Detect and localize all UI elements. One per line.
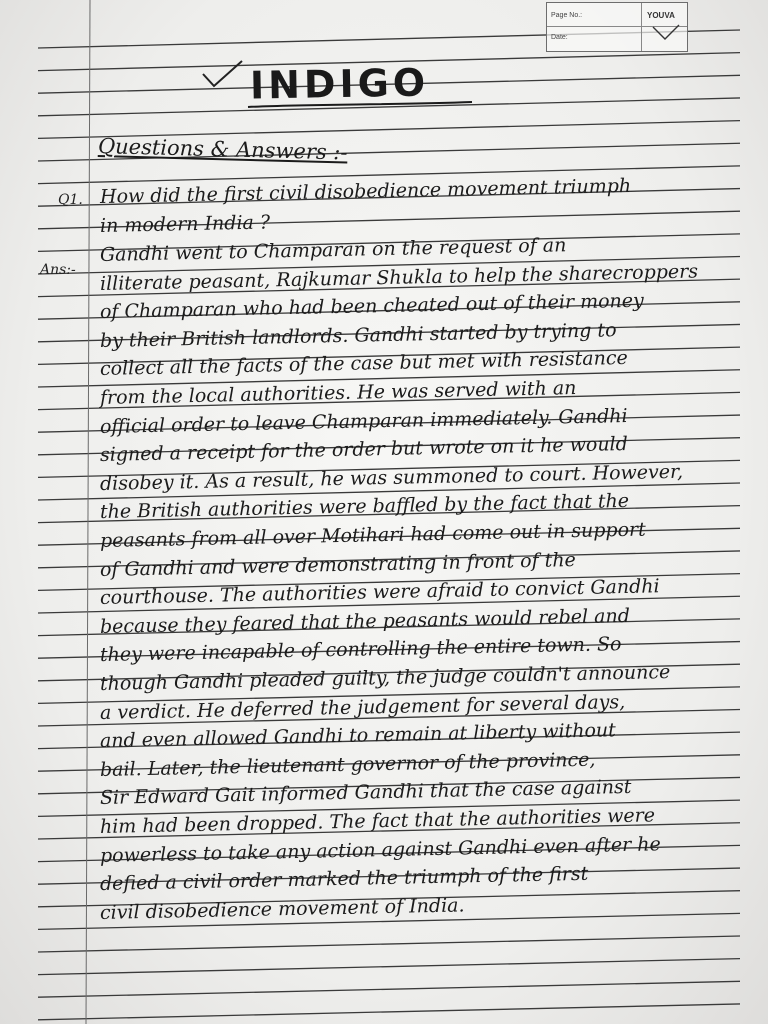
answer-line: collect all the facts of the case but met with resistance <box>99 347 628 381</box>
answer-line: Gandhi went to Champaran on the request of an <box>99 234 567 266</box>
page-no-label: Page No.: <box>551 12 583 19</box>
ruled-line <box>38 959 740 975</box>
answer-line: him had been dropped. The fact that the authorities were <box>99 804 656 838</box>
answer-line: bail. Later, the lieutenant governor of the province, <box>99 748 596 781</box>
answer-line: peasants from all over Motihari had come out in support <box>99 518 646 552</box>
title-underline <box>246 101 474 111</box>
answer-line: they were incapable of controlling the entire town. So <box>99 633 622 667</box>
answer-line: of Gandhi and were demonstrating in front of the <box>99 548 577 581</box>
question-number: Q1. <box>58 192 83 208</box>
answer-line: and even allowed Gandhi to remain at liberty without <box>99 719 616 753</box>
answer-line: by their British landlords. Gandhi started by trying to <box>99 318 617 352</box>
answer-line: because they feared that the peasants would rebel and <box>99 604 631 638</box>
question-line: in modern India ? <box>99 211 271 237</box>
answer-line: disobey it. As a result, he was summoned to court. However, <box>99 460 684 495</box>
answer-line: official order to leave Champaran immediately. Gandhi <box>99 404 628 438</box>
page-title: INDIGO <box>249 60 430 108</box>
ruled-line <box>38 936 740 952</box>
answer-label: Ans:- <box>40 262 76 278</box>
section-heading: Questions & Answers :- <box>97 134 348 165</box>
answer-line: powerless to take any action against Gandhi even after he <box>99 832 661 867</box>
answer-line: the British authorities were baffled by the fact that the <box>99 490 630 524</box>
page-date-box <box>546 2 688 52</box>
brand-logo-icon <box>651 23 681 43</box>
question-line: How did the first civil disobedience movement triumph <box>99 174 632 208</box>
ruled-line <box>38 1004 740 1020</box>
date-label: Date: <box>551 34 568 41</box>
answer-line: courthouse. The authorities were afraid to convict Gandhi <box>99 575 660 610</box>
answer-line: defied a civil order marked the triumph of the first <box>99 862 589 896</box>
answer-line: Sir Edward Gait informed Gandhi that the case against <box>99 776 632 810</box>
margin-line <box>86 0 90 1024</box>
answer-line: a verdict. He deferred the judgement for several days, <box>99 690 626 724</box>
checkmark-icon <box>200 58 246 92</box>
ruled-line <box>38 981 740 997</box>
answer-line: signed a receipt for the order but wrote on it he would <box>99 433 629 467</box>
answer-line: illiterate peasant, Rajkumar Shukla to help the sharecroppers <box>99 260 699 295</box>
answer-line: civil disobedience movement of India. <box>99 894 465 924</box>
answer-line: from the local authorities. He was served with an <box>99 377 577 409</box>
answer-line: of Champaran who had been cheated out of their money <box>99 289 644 324</box>
answer-line: though Gandhi pleaded guilty, the judge couldn't announce <box>99 661 671 695</box>
brand-logo-text: YOUVA <box>647 11 675 20</box>
